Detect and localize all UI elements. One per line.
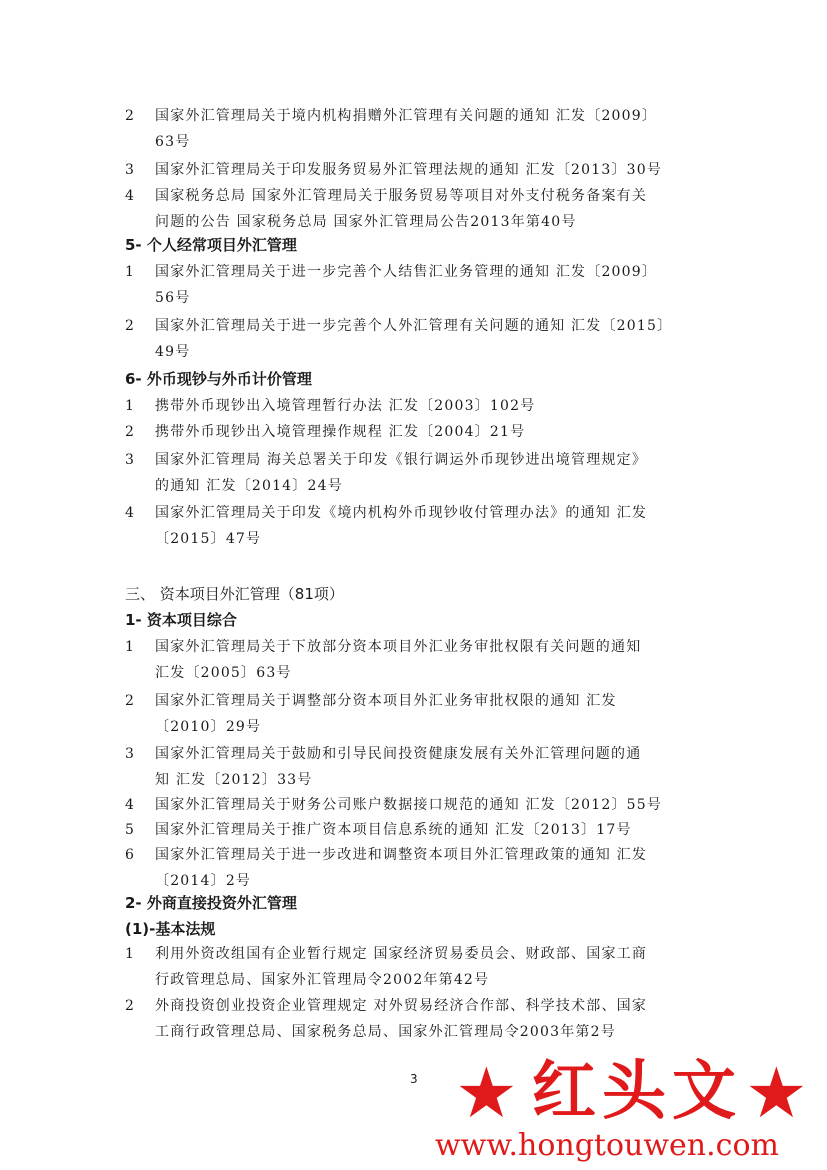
watermark-text: 红头文 <box>532 1054 742 1129</box>
item-text: 国家外汇管理局关于鼓励和引导民间投资健康发展有关外汇管理问题的通 知 汇发〔2012〕33号 <box>155 746 642 788</box>
item-text: 国家外汇管理局关于财务公司账户数据接口规范的通知 汇发〔2012〕55号 <box>155 797 663 813</box>
item-number: 4 <box>125 188 134 204</box>
watermark-star-right-icon: ★ <box>745 1052 808 1134</box>
item-number: 2 <box>125 424 134 440</box>
item-text: 国家外汇管理局关于境内机构捐赠外汇管理有关问题的通知 汇发〔2009〕 63号 <box>155 108 658 150</box>
section-heading: 5- 个人经常项目外汇管理 <box>125 236 297 254</box>
item-number: 1 <box>125 398 134 414</box>
item-number: 2 <box>125 318 134 334</box>
item-text: 国家外汇管理局关于进一步完善个人结售汇业务管理的通知 汇发〔2009〕 56号 <box>155 264 658 306</box>
item-number: 2 <box>125 108 134 124</box>
item-number: 1 <box>125 946 134 962</box>
item-number: 6 <box>125 847 134 863</box>
item-number: 3 <box>125 162 134 178</box>
item-number: 2 <box>125 998 134 1014</box>
item-text: 外商投资创业投资企业管理规定 对外贸易经济合作部、科学技术部、国家 工商行政管理总局、国家税务总局、国家外汇管理局令2003年第2号 <box>155 998 648 1040</box>
item-text: 携带外币现钞出入境管理暂行办法 汇发〔2003〕102号 <box>155 398 536 414</box>
item-number: 5 <box>125 822 134 838</box>
chapter-heading: 三、 资本项目外汇管理（81项） <box>125 585 344 603</box>
watermark-url: www.hongtouwen.com <box>435 1128 779 1163</box>
item-number: 3 <box>125 746 134 762</box>
item-text: 国家外汇管理局 海关总署关于印发《银行调运外币现钞进出境管理规定》 的通知 汇发〔2014〕24号 <box>155 452 648 494</box>
item-number: 1 <box>125 639 134 655</box>
item-text: 国家外汇管理局关于推广资本项目信息系统的通知 汇发〔2013〕17号 <box>155 822 632 838</box>
item-text: 国家外汇管理局关于进一步完善个人外汇管理有关问题的通知 汇发〔2015〕 49号 <box>155 318 673 360</box>
subsection-heading: (1)-基本法规 <box>125 920 216 938</box>
item-text: 携带外币现钞出入境管理操作规程 汇发〔2004〕21号 <box>155 424 526 440</box>
watermark-star-left-icon: ★ <box>455 1052 518 1134</box>
item-number: 3 <box>125 452 134 468</box>
item-text: 利用外资改组国有企业暂行规定 国家经济贸易委员会、财政部、国家工商 行政管理总局、国家外汇管理局令2002年第42号 <box>155 946 648 988</box>
section-heading: 6- 外币现钞与外币计价管理 <box>125 370 312 388</box>
item-number: 4 <box>125 505 134 521</box>
item-number: 2 <box>125 693 134 709</box>
item-text: 国家外汇管理局关于印发服务贸易外汇管理法规的通知 汇发〔2013〕30号 <box>155 162 663 178</box>
item-text: 国家外汇管理局关于印发《境内机构外币现钞收付管理办法》的通知 汇发 〔2015〕47号 <box>155 505 648 547</box>
item-text: 国家外汇管理局关于进一步改进和调整资本项目外汇管理政策的通知 汇发 〔2014〕2号 <box>155 847 648 889</box>
item-number: 4 <box>125 797 134 813</box>
page-number: 3 <box>410 1072 418 1086</box>
section-heading: 2- 外商直接投资外汇管理 <box>125 894 297 912</box>
item-number: 1 <box>125 264 134 280</box>
item-text: 国家外汇管理局关于调整部分资本项目外汇业务审批权限的通知 汇发 〔2010〕29号 <box>155 693 617 735</box>
item-text: 国家税务总局 国家外汇管理局关于服务贸易等项目对外支付税务备案有关 问题的公告 国家税务总局 国家外汇管理局公告2013年第40号 <box>155 188 648 230</box>
section-heading: 1- 资本项目综合 <box>125 611 237 629</box>
item-text: 国家外汇管理局关于下放部分资本项目外汇业务审批权限有关问题的通知 汇发〔2005〕63号 <box>155 639 642 681</box>
